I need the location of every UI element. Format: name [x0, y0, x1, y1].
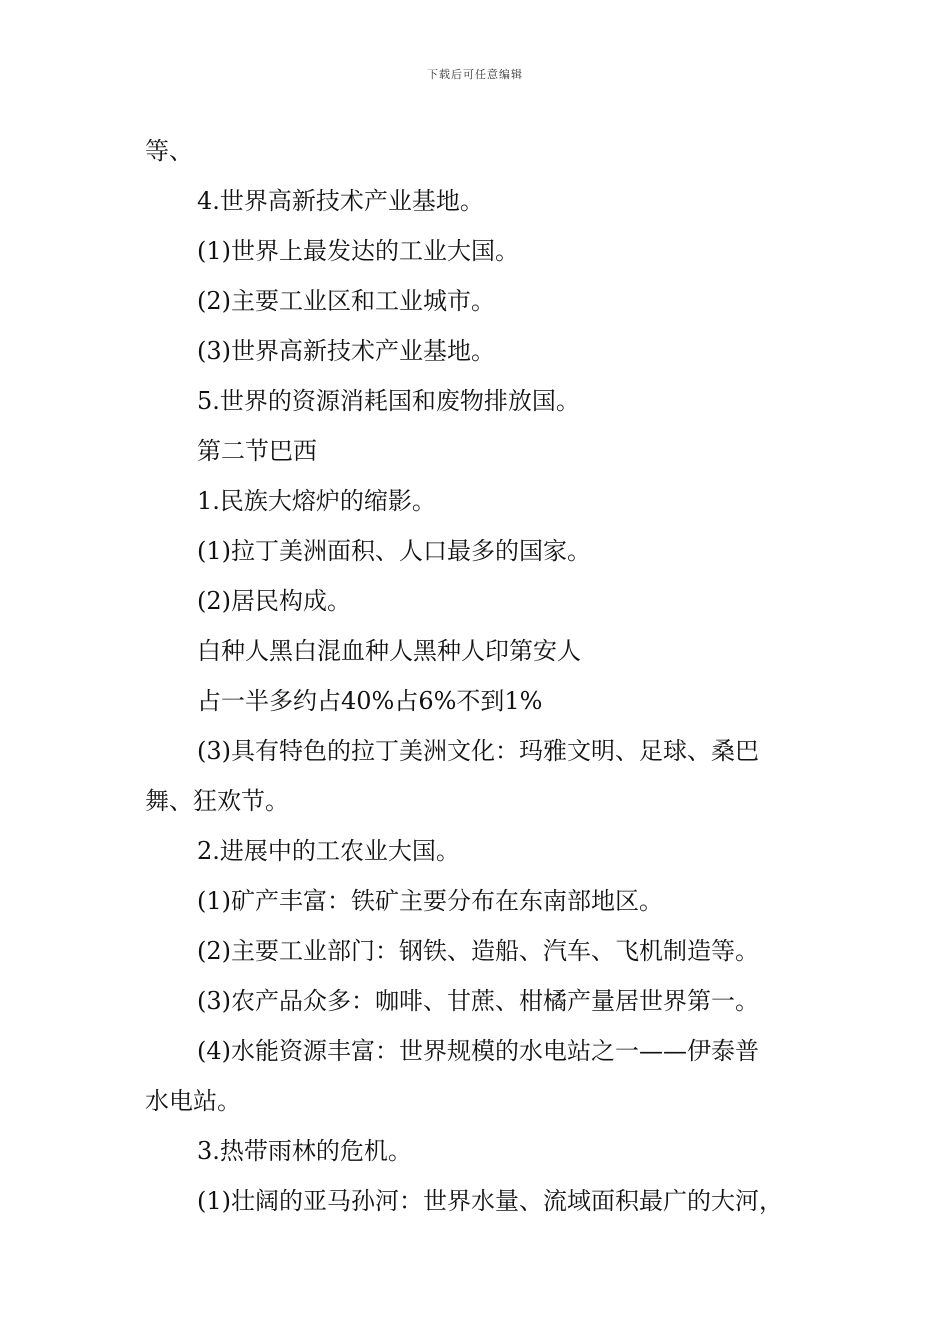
page-header: 下载后可任意编辑 [427, 68, 523, 81]
text-line: (1)拉丁美洲面积、人口最多的国家。 [197, 537, 591, 565]
text-line: (1)矿产丰富：铁矿主要分布在东南部地区。 [197, 887, 663, 915]
text-line: 占一半多约占40%占6%不到1% [197, 687, 543, 715]
text-line: 等、 [145, 137, 193, 165]
text-line: 5.世界的资源消耗国和废物排放国。 [197, 387, 580, 415]
text-line: (2)主要工业区和工业城市。 [197, 287, 495, 315]
text-line: 白种人黑白混血种人黑种人印第安人 [197, 637, 581, 665]
text-line: (3)世界高新技术产业基地。 [197, 337, 495, 365]
text-line: 4.世界高新技术产业基地。 [197, 187, 484, 215]
text-line: 2.进展中的工农业大国。 [197, 837, 460, 865]
text-line: (2)居民构成。 [197, 587, 351, 615]
text-line: (3)农产品众多：咖啡、甘蔗、柑橘产量居世界第一。 [197, 987, 759, 1015]
text-line: 3.热带雨林的危机。 [197, 1137, 412, 1165]
text-line: 水电站。 [145, 1087, 241, 1115]
text-line: (2)主要工业部门：钢铁、造船、汽车、飞机制造等。 [197, 937, 759, 965]
text-line: 1.民族大熔炉的缩影。 [197, 487, 436, 515]
text-line: (3)具有特色的拉丁美洲文化：玛雅文明、足球、桑巴 [197, 737, 759, 765]
text-line: 第二节巴西 [197, 437, 317, 465]
text-line: (1)世界上最发达的工业大国。 [197, 237, 519, 265]
document-body [145, 126, 815, 1226]
text-line: 舞、狂欢节。 [145, 787, 289, 815]
text-line: (4)水能资源丰富：世界规模的水电站之一——伊泰普 [197, 1037, 759, 1065]
text-line: (1)壮阔的亚马孙河：世界水量、流域面积最广的大河， [197, 1187, 783, 1215]
